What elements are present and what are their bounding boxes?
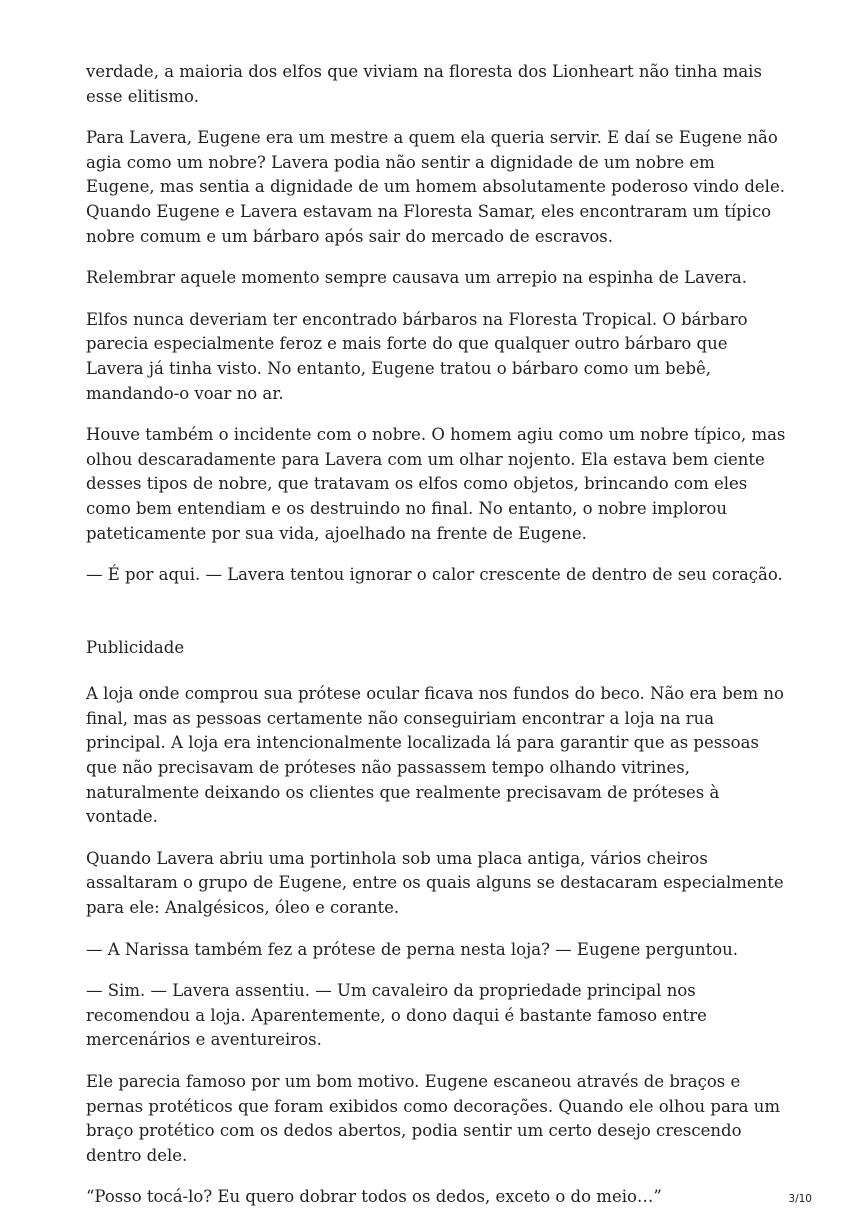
paragraph-7: A loja onde comprou sua prótese ocular ficava nos fundos do beco. Não era bem no final, mas as pessoas certamente não conseguiriam encontrar a loja na rua principal. A loja era intencionalmente localizada lá para garantir que as pessoas que não precisavam de próteses não passassem tempo olhando vitrines, naturalmente deixando os clientes que realmente precisavam de próteses à vontade. [86,684,784,827]
document-body [86,60,786,1227]
paragraph-11: Ele parecia famoso por um bom motivo. Eugene escaneou através de braços e pernas protéticos que foram exibidos como decorações. Quando ele olhou para um braço protético com os dedos abertos, podia sentir um certo desejo crescendo dentro dele. [86,1072,781,1165]
paragraph-4: Elfos nunca deveriam ter encontrado bárbaros na Floresta Tropical. O bárbaro parecia especialmente feroz e mais forte do que qualquer outro bárbaro que Lavera já tinha visto. No entanto, Eugene tratou o bárbaro como um bebê, mandando-o voar no ar. [86,309,748,403]
paragraph-3: Relembrar aquele momento sempre causava um arrepio na espinha de Lavera. [86,268,747,288]
page-number: 3/10 [788,1193,812,1205]
advertisement-label: Publicidade [86,637,185,657]
paragraph-12: “Posso tocá-lo? Eu quero dobrar todos os dedos, exceto o do meio…” [86,1187,662,1207]
paragraph-2: Para Lavera, Eugene era um mestre a quem ela queria servir. E daí se Eugene não agia como um nobre? Lavera podia não sentir a dignidade de um nobre em Eugene, mas sentia a dignidade de um homem absolutamente poderoso vindo dele. Quando Eugene e Lavera estavam na Floresta Samar, eles encontraram um típico nobre comum e um bárbaro após sair do mercado de escravos. [86,128,785,246]
paragraph-1: verdade, a maioria dos elfos que viviam na floresta dos Lionheart não tinha mais esse elitismo. [86,62,762,106]
paragraph-6: — É por aqui. — Lavera tentou ignorar o calor crescente de dentro de seu coração. [86,565,783,585]
paragraph-8: Quando Lavera abriu uma portinhola sob uma placa antiga, vários cheiros assaltaram o grupo de Eugene, entre os quais alguns se destacaram especialmente para ele: Analgésicos, óleo e corante. [86,848,784,918]
paragraph-10: — Sim. — Lavera assentiu. — Um cavaleiro da propriedade principal nos recomendou a loja. Aparentemente, o dono daqui é bastante famoso entre mercenários e aventureiros. [86,981,707,1050]
paragraph-5: Houve também o incidente com o nobre. O homem agiu como um nobre típico, mas olhou descaradamente para Lavera com um olhar nojento. Ela estava bem ciente desses tipos de nobre, que tratavam os elfos como objetos, brincando com eles como bem entendiam e os destruindo no final. No entanto, o nobre implorou pateticamente por sua vida, ajoelhado na frente de Eugene. [86,425,786,543]
paragraph-9: — A Narissa também fez a prótese de perna nesta loja? — Eugene perguntou. [86,939,739,959]
